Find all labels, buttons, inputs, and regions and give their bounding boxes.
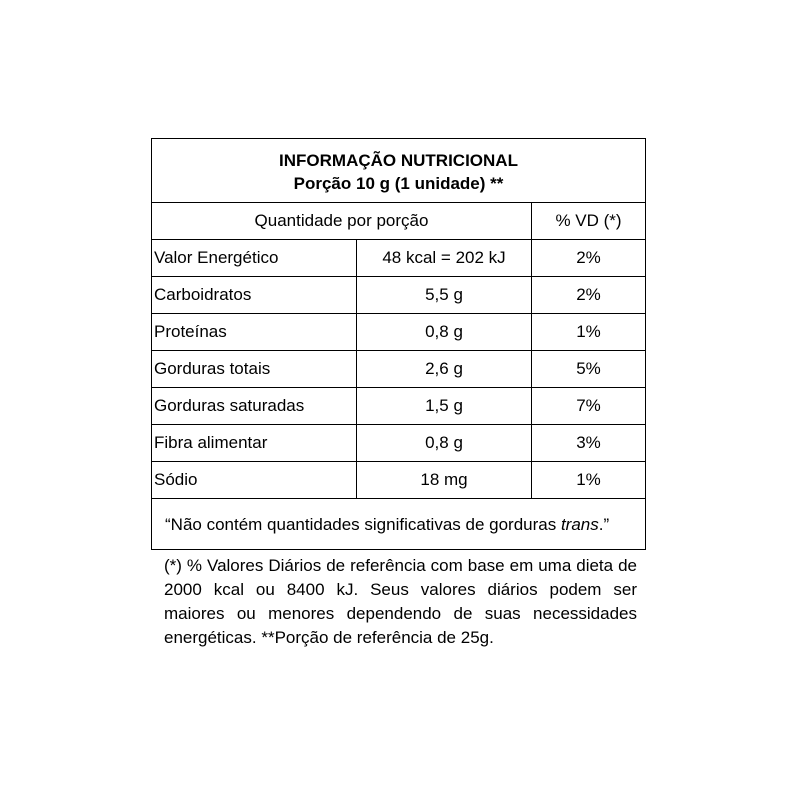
trans-note [152, 499, 646, 550]
table-row [152, 425, 646, 462]
label-title: INFORMAÇÃO NUTRICIONAL [279, 150, 518, 170]
nutrient-amount: 18 mg [357, 462, 532, 499]
nutrient-name: Fibra alimentar [152, 425, 357, 462]
header-row [152, 203, 646, 240]
nutrient-amount: 0,8 g [357, 314, 532, 351]
table-row [152, 351, 646, 388]
table-row [152, 314, 646, 351]
nutrient-amount: 0,8 g [357, 425, 532, 462]
title-cell [152, 139, 646, 203]
nutrient-vd: 1% [532, 462, 646, 499]
nutrient-vd: 2% [532, 240, 646, 277]
nutrient-name: Gorduras totais [152, 351, 357, 388]
nutrient-name: Sódio [152, 462, 357, 499]
nutrient-amount: 2,6 g [357, 351, 532, 388]
nutrient-amount: 5,5 g [357, 277, 532, 314]
nutrient-vd: 5% [532, 351, 646, 388]
nutrient-amount: 1,5 g [357, 388, 532, 425]
trans-note-prefix: “Não contém quantidades significativas de gorduras [165, 514, 561, 534]
nutrient-name: Valor Energético [152, 240, 357, 277]
trans-note-row [152, 499, 646, 550]
nutrient-vd: 2% [532, 277, 646, 314]
header-vd: % VD (*) [532, 203, 646, 240]
table-row [152, 277, 646, 314]
nutrient-name: Gorduras saturadas [152, 388, 357, 425]
nutrient-vd: 3% [532, 425, 646, 462]
nutrient-vd: 7% [532, 388, 646, 425]
nutrient-name: Proteínas [152, 314, 357, 351]
nutrient-amount: 48 kcal = 202 kJ [357, 240, 532, 277]
footnote: (*) % Valores Diários de referência com base em uma dieta de 2000 kcal ou 8400 kJ. Seus valores diários podem ser maiores ou menores dependendo de suas necessidades energéticas. **Porção de referência de 25g. [164, 556, 637, 647]
title-row [152, 139, 646, 203]
nutrition-table [151, 138, 646, 550]
trans-note-suffix: .” [598, 514, 610, 534]
nutrient-vd: 1% [532, 314, 646, 351]
label-portion: Porção 10 g (1 unidade) ** [293, 173, 504, 193]
table-row [152, 240, 646, 277]
table-row [152, 388, 646, 425]
header-quantity: Quantidade por porção [152, 203, 532, 240]
nutrition-label [151, 138, 645, 650]
nutrient-name: Carboidratos [152, 277, 357, 314]
table-row [152, 462, 646, 499]
trans-note-italic: trans [560, 514, 599, 534]
